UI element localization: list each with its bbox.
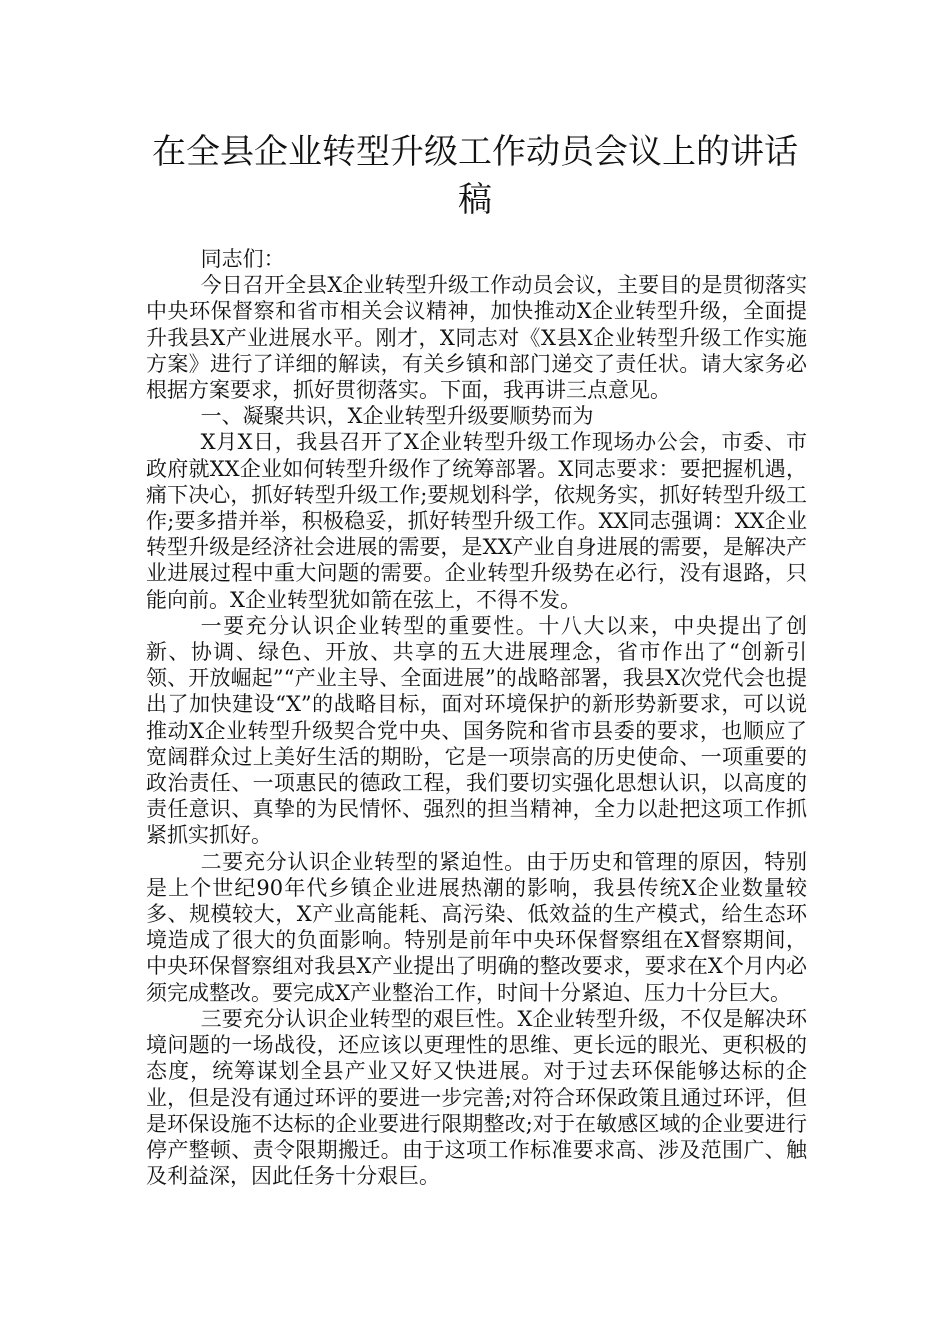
body-paragraph: 一要充分认识企业转型的重要性。十八大以来，中央提出了创新、协调、绿色、开放、共享的五大进展理念，省市作出了“创新引领、开放崛起”“产业主导、全面进展”的战略部署，我县X次党代会也提出了加快建设“X”的战略目标，面对环境保护的新形势新要求，可以说推动X企业转型升级契合党中央、国务院和省市县委的要求，也顺应了宽阔群众过上美好生活的期盼，它是一项崇高的历史使命、一项重要的政治责任、一项惠民的德政工程，我们要切实强化思想认识，以高度的责任意识、真挚的为民情怀、强烈的担当精神，全力以赴把这项工作抓紧抓实抓好。 bbox=[146, 613, 807, 848]
salutation: 同志们： bbox=[200, 247, 285, 271]
body-paragraph: 今日召开全县X企业转型升级工作动员会议，主要目的是贯彻落实中央环保督察和省市相关会议精神，加快推动X企业转型升级，全面提升我县X产业进展水平。刚才，X同志对《X县X企业转型升级工作实施方案》进行了详细的解读，有关乡镇和部门递交了责任状。请大家务必根据方案要求，抓好贯彻落实。下面，我再讲三点意见。 bbox=[146, 273, 807, 403]
section-heading: 一、凝聚共识，X企业转型升级要顺势而为 bbox=[200, 404, 594, 429]
body-paragraph: 二要充分认识企业转型的紧迫性。由于历史和管理的原因，特别是上个世纪90年代乡镇企业进展热潮的影响，我县传统X企业数量较多、规模较大，X产业高能耗、高污染、低效益的生产模式，给生态环境造成了很大的负面影响。特别是前年中央环保督察组在X督察期间，中央环保督察组对我县X产业提出了明确的整改要求，要求在X个月内必须完成整改。要完成X产业整治工作，时间十分紧迫、压力十分巨大。 bbox=[146, 849, 807, 1005]
body-paragraph: X月X日，我县召开了X企业转型升级工作现场办公会，市委、市政府就XX企业如何转型升级作了统筹部署。X同志要求：要把握机遇，痛下决心，抓好转型升级工作;要规划科学，依规务实，抓好转型升级工作;要多措并举，积极稳妥，抓好转型升级工作。XX同志强调：XX企业转型升级是经济社会进展的需要，是XX产业自身进展的需要，是解决产业进展过程中重大问题的需要。企业转型升级势在必行，没有退路，只能向前。X企业转型犹如箭在弦上，不得不发。 bbox=[146, 430, 807, 612]
document-body bbox=[146, 246, 807, 1189]
page-title: 在全县企业转型升级工作动员会议上的讲话稿 bbox=[152, 132, 798, 220]
body-paragraph: 三要充分认识企业转型的艰巨性。X企业转型升级，不仅是解决环境问题的一场战役，还应该以更理性的思维、更长远的眼光、更积极的态度，统筹谋划全县产业又好又快进展。对于过去环保能够达标的企业，但是没有通过环评的要进一步完善;对符合环保政策且通过环评，但是环保设施不达标的企业要进行限期整改;对于在敏感区域的企业要进行停产整顿、责令限期搬迁。由于这项工作标准要求高、涉及范围广、触及利益深，因此任务十分艰巨。 bbox=[146, 1006, 807, 1189]
